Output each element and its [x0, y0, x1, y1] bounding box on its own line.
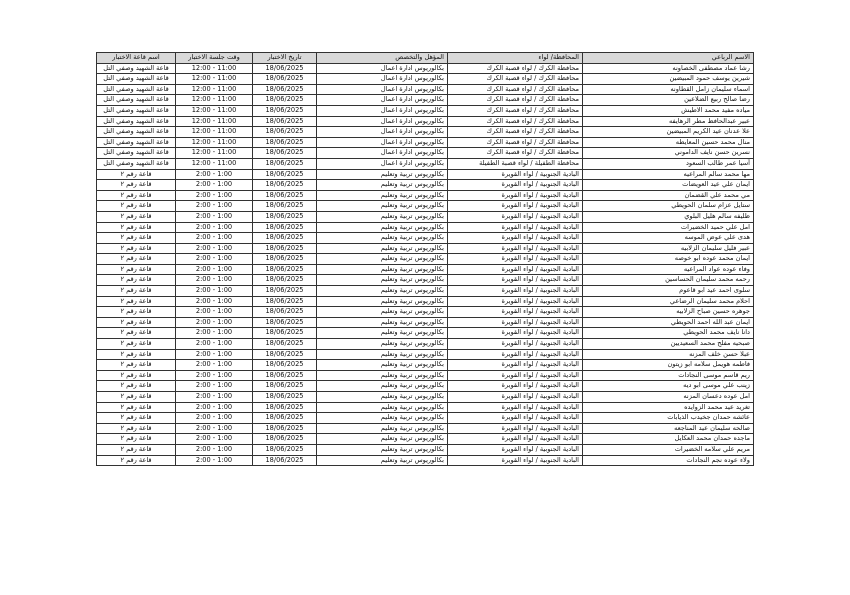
cell-time: 1:00 - 2:00 [176, 233, 253, 244]
table-row [97, 222, 754, 233]
cell-location: البادية الجنوبية / لواء القويرة [448, 349, 583, 360]
cell-date: 18/06/2025 [253, 105, 317, 116]
header-qualification: المؤهل والتخصص [317, 53, 448, 64]
cell-date: 18/06/2025 [253, 233, 317, 244]
cell-hall: قاعة رقم ٢ [97, 339, 176, 350]
cell-location: محافظة الطفيلة / لواء قصبة الطفيلة [448, 158, 583, 169]
table-row [97, 158, 754, 169]
cell-hall: قاعة رقم ٢ [97, 444, 176, 455]
cell-location: محافظة الكرك / لواء قصبة الكرك [448, 63, 583, 74]
cell-name: ايمان عبد الله احمد الحويطي [583, 317, 754, 328]
cell-date: 18/06/2025 [253, 211, 317, 222]
cell-name: عائشه حمدان جخيدب الذيابات [583, 413, 754, 424]
cell-hall: قاعة رقم ٢ [97, 370, 176, 381]
cell-time: 1:00 - 2:00 [176, 455, 253, 466]
cell-qualification: بكالوريوس تربية وتعليم [317, 381, 448, 392]
cell-name: امل علي حميد الخضيرات [583, 222, 754, 233]
cell-location: محافظة الكرك / لواء قصبة الكرك [448, 84, 583, 95]
table-header [97, 53, 754, 64]
table-row [97, 413, 754, 424]
cell-date: 18/06/2025 [253, 296, 317, 307]
cell-location: البادية الجنوبية / لواء القويرة [448, 328, 583, 339]
cell-date: 18/06/2025 [253, 328, 317, 339]
cell-date: 18/06/2025 [253, 222, 317, 233]
cell-time: 1:00 - 2:00 [176, 381, 253, 392]
table-row [97, 137, 754, 148]
cell-date: 18/06/2025 [253, 349, 317, 360]
cell-time: 1:00 - 2:00 [176, 254, 253, 265]
cell-date: 18/06/2025 [253, 317, 317, 328]
table-row [97, 328, 754, 339]
cell-name: هدى علي عوض الموسه [583, 233, 754, 244]
cell-time: 11:00 - 12:00 [176, 137, 253, 148]
cell-time: 1:00 - 2:00 [176, 339, 253, 350]
cell-date: 18/06/2025 [253, 392, 317, 403]
cell-hall: قاعة الشهيد وصفي التل [97, 137, 176, 148]
cell-time: 11:00 - 12:00 [176, 116, 253, 127]
cell-name: ماجده حمدان محمد العكايل [583, 434, 754, 445]
cell-hall: قاعة الشهيد وصفي التل [97, 95, 176, 106]
table-row [97, 180, 754, 191]
table-row [97, 148, 754, 159]
cell-name: رحمه محمد سليمان الحساسين [583, 275, 754, 286]
cell-qualification: بكالوريوس تربية وتعليم [317, 455, 448, 466]
cell-time: 1:00 - 2:00 [176, 360, 253, 371]
cell-location: البادية الجنوبية / لواء القويرة [448, 413, 583, 424]
cell-date: 18/06/2025 [253, 201, 317, 212]
header-name: الاسم الرباعي [583, 53, 754, 64]
cell-hall: قاعة رقم ٢ [97, 222, 176, 233]
cell-location: البادية الجنوبية / لواء القويرة [448, 296, 583, 307]
cell-qualification: بكالوريوس تربية وتعليم [317, 349, 448, 360]
cell-hall: قاعة الشهيد وصفي التل [97, 74, 176, 85]
cell-location: البادية الجنوبية / لواء القويرة [448, 201, 583, 212]
table-row [97, 105, 754, 116]
cell-qualification: بكالوريوس تربية وتعليم [317, 434, 448, 445]
cell-time: 1:00 - 2:00 [176, 264, 253, 275]
cell-time: 11:00 - 12:00 [176, 127, 253, 138]
cell-hall: قاعة رقم ٢ [97, 392, 176, 403]
cell-name: مياده مفيد محمد الاطيش [583, 105, 754, 116]
cell-name: تغريد عيد محمد الزوايده [583, 402, 754, 413]
cell-name: شيرين يوسف حمود المبيضين [583, 74, 754, 85]
cell-qualification: بكالوريوس ادارة اعمال [317, 116, 448, 127]
header-location: المحافظة/ لواء [448, 53, 583, 64]
cell-location: البادية الجنوبية / لواء القويرة [448, 264, 583, 275]
table-row [97, 434, 754, 445]
cell-date: 18/06/2025 [253, 190, 317, 201]
exam-schedule-table [96, 52, 754, 466]
cell-qualification: بكالوريوس تربية وتعليم [317, 201, 448, 212]
cell-time: 11:00 - 12:00 [176, 105, 253, 116]
cell-location: البادية الجنوبية / لواء القويرة [448, 307, 583, 318]
cell-qualification: بكالوريوس تربية وتعليم [317, 370, 448, 381]
cell-time: 11:00 - 12:00 [176, 63, 253, 74]
table-row [97, 286, 754, 297]
cell-location: محافظة الكرك / لواء قصبة الكرك [448, 137, 583, 148]
cell-name: امل عوده دعسان المزنه [583, 392, 754, 403]
table-row [97, 381, 754, 392]
cell-qualification: بكالوريوس ادارة اعمال [317, 84, 448, 95]
table-row [97, 349, 754, 360]
cell-date: 18/06/2025 [253, 423, 317, 434]
cell-hall: قاعة رقم ٢ [97, 243, 176, 254]
cell-time: 1:00 - 2:00 [176, 169, 253, 180]
cell-location: البادية الجنوبية / لواء القويرة [448, 211, 583, 222]
table-row [97, 233, 754, 244]
cell-hall: قاعة رقم ٢ [97, 402, 176, 413]
cell-qualification: بكالوريوس تربية وتعليم [317, 413, 448, 424]
cell-name: ولاء عوده نجم النجادات [583, 455, 754, 466]
table-row [97, 392, 754, 403]
header-time: وقت جلسة الاختبار [176, 53, 253, 64]
cell-name: عبلا حسن خلف المزنه [583, 349, 754, 360]
cell-name: زينب علي موسى ابو ديه [583, 381, 754, 392]
cell-date: 18/06/2025 [253, 339, 317, 350]
cell-name: ستايل عزام سلمان الحويطي [583, 201, 754, 212]
cell-name: منال محمد حسين المعايطه [583, 137, 754, 148]
cell-hall: قاعة رقم ٢ [97, 360, 176, 371]
cell-hall: قاعة رقم ٢ [97, 317, 176, 328]
table-row [97, 444, 754, 455]
cell-name: آسيا عمر طالب السعود [583, 158, 754, 169]
table-row [97, 95, 754, 106]
cell-name: فاطمه هويمل سلامه ابو زيتون [583, 360, 754, 371]
cell-location: محافظة الكرك / لواء قصبة الكرك [448, 127, 583, 138]
cell-date: 18/06/2025 [253, 444, 317, 455]
cell-name: مريم علي سلامه الخضيرات [583, 444, 754, 455]
cell-qualification: بكالوريوس ادارة اعمال [317, 127, 448, 138]
cell-time: 1:00 - 2:00 [176, 434, 253, 445]
cell-time: 11:00 - 12:00 [176, 84, 253, 95]
cell-date: 18/06/2025 [253, 180, 317, 191]
cell-qualification: بكالوريوس تربية وتعليم [317, 339, 448, 350]
cell-qualification: بكالوريوس تربية وتعليم [317, 423, 448, 434]
table-row [97, 423, 754, 434]
cell-date: 18/06/2025 [253, 413, 317, 424]
cell-time: 1:00 - 2:00 [176, 275, 253, 286]
cell-date: 18/06/2025 [253, 84, 317, 95]
cell-hall: قاعة رقم ٢ [97, 264, 176, 275]
cell-time: 11:00 - 12:00 [176, 148, 253, 159]
table-row [97, 370, 754, 381]
cell-date: 18/06/2025 [253, 286, 317, 297]
table-body [97, 63, 754, 466]
table-row [97, 307, 754, 318]
cell-hall: قاعة الشهيد وصفي التل [97, 127, 176, 138]
cell-location: محافظة الكرك / لواء قصبة الكرك [448, 116, 583, 127]
cell-qualification: بكالوريوس ادارة اعمال [317, 148, 448, 159]
cell-hall: قاعة رقم ٢ [97, 455, 176, 466]
cell-time: 11:00 - 12:00 [176, 158, 253, 169]
cell-time: 1:00 - 2:00 [176, 307, 253, 318]
cell-name: رشا عماد مصطفى الخصاونه [583, 63, 754, 74]
table-row [97, 127, 754, 138]
cell-time: 1:00 - 2:00 [176, 296, 253, 307]
table-row [97, 360, 754, 371]
cell-qualification: بكالوريوس ادارة اعمال [317, 63, 448, 74]
cell-name: نسرين حسن نايف الداموني [583, 148, 754, 159]
cell-qualification: بكالوريوس تربية وتعليم [317, 243, 448, 254]
cell-qualification: بكالوريوس تربية وتعليم [317, 254, 448, 265]
cell-date: 18/06/2025 [253, 137, 317, 148]
cell-name: رضا صالح ربيع الضلاعين [583, 95, 754, 106]
cell-name: ايمان علي عيد العويضات [583, 180, 754, 191]
table-row [97, 402, 754, 413]
cell-qualification: بكالوريوس تربية وتعليم [317, 444, 448, 455]
cell-name: عبير فليل سليمان الزلابيه [583, 243, 754, 254]
cell-time: 1:00 - 2:00 [176, 222, 253, 233]
cell-date: 18/06/2025 [253, 243, 317, 254]
table-row [97, 264, 754, 275]
cell-date: 18/06/2025 [253, 63, 317, 74]
cell-location: البادية الجنوبية / لواء القويرة [448, 286, 583, 297]
cell-location: البادية الجنوبية / لواء القويرة [448, 190, 583, 201]
cell-time: 1:00 - 2:00 [176, 286, 253, 297]
cell-location: البادية الجنوبية / لواء القويرة [448, 381, 583, 392]
cell-qualification: بكالوريوس ادارة اعمال [317, 74, 448, 85]
header-date: تاريخ الاختبار [253, 53, 317, 64]
cell-time: 1:00 - 2:00 [176, 180, 253, 191]
cell-date: 18/06/2025 [253, 307, 317, 318]
cell-time: 1:00 - 2:00 [176, 392, 253, 403]
cell-date: 18/06/2025 [253, 360, 317, 371]
table-row [97, 74, 754, 85]
table-row [97, 254, 754, 265]
cell-date: 18/06/2025 [253, 370, 317, 381]
cell-location: البادية الجنوبية / لواء القويرة [448, 392, 583, 403]
table-row [97, 455, 754, 466]
cell-qualification: بكالوريوس تربية وتعليم [317, 402, 448, 413]
cell-date: 18/06/2025 [253, 455, 317, 466]
cell-qualification: بكالوريوس تربية وتعليم [317, 233, 448, 244]
cell-date: 18/06/2025 [253, 402, 317, 413]
cell-location: البادية الجنوبية / لواء القويرة [448, 402, 583, 413]
cell-hall: قاعة رقم ٢ [97, 190, 176, 201]
cell-location: البادية الجنوبية / لواء القويرة [448, 317, 583, 328]
cell-location: محافظة الكرك / لواء قصبة الكرك [448, 148, 583, 159]
cell-time: 1:00 - 2:00 [176, 444, 253, 455]
table-row [97, 296, 754, 307]
cell-time: 1:00 - 2:00 [176, 370, 253, 381]
cell-time: 1:00 - 2:00 [176, 201, 253, 212]
cell-date: 18/06/2025 [253, 275, 317, 286]
cell-location: البادية الجنوبية / لواء القويرة [448, 455, 583, 466]
table-row [97, 243, 754, 254]
cell-hall: قاعة رقم ٢ [97, 296, 176, 307]
table-row [97, 201, 754, 212]
cell-qualification: بكالوريوس تربية وتعليم [317, 296, 448, 307]
cell-time: 1:00 - 2:00 [176, 317, 253, 328]
header-row [97, 53, 754, 64]
table-row [97, 211, 754, 222]
cell-name: ريم قاسم موسى النجادات [583, 370, 754, 381]
cell-name: احلام محمد سليمان الرضاعي [583, 296, 754, 307]
cell-hall: قاعة رقم ٢ [97, 233, 176, 244]
cell-hall: قاعة رقم ٢ [97, 381, 176, 392]
table-row [97, 84, 754, 95]
cell-qualification: بكالوريوس تربية وتعليم [317, 392, 448, 403]
cell-hall: قاعة رقم ٢ [97, 423, 176, 434]
cell-location: البادية الجنوبية / لواء القويرة [448, 339, 583, 350]
table-row [97, 169, 754, 180]
cell-qualification: بكالوريوس ادارة اعمال [317, 158, 448, 169]
table-row [97, 275, 754, 286]
cell-name: ظليفه سالم هليل البلوي [583, 211, 754, 222]
cell-name: مي محمد علي القضمان [583, 190, 754, 201]
cell-date: 18/06/2025 [253, 95, 317, 106]
cell-location: محافظة الكرك / لواء قصبة الكرك [448, 95, 583, 106]
cell-date: 18/06/2025 [253, 434, 317, 445]
cell-date: 18/06/2025 [253, 148, 317, 159]
cell-name: اسماء سليمان زامل القطاونه [583, 84, 754, 95]
cell-location: البادية الجنوبية / لواء القويرة [448, 275, 583, 286]
cell-location: البادية الجنوبية / لواء القويرة [448, 233, 583, 244]
cell-qualification: بكالوريوس تربية وتعليم [317, 307, 448, 318]
header-hall: اسم قاعة الاختبار [97, 53, 176, 64]
cell-qualification: بكالوريوس تربية وتعليم [317, 180, 448, 191]
cell-time: 1:00 - 2:00 [176, 349, 253, 360]
cell-name: وفاء عوده عواد المراعيه [583, 264, 754, 275]
cell-time: 1:00 - 2:00 [176, 413, 253, 424]
cell-time: 1:00 - 2:00 [176, 190, 253, 201]
table-row [97, 190, 754, 201]
cell-location: البادية الجنوبية / لواء القويرة [448, 423, 583, 434]
cell-hall: قاعة رقم ٢ [97, 211, 176, 222]
cell-qualification: بكالوريوس تربية وتعليم [317, 190, 448, 201]
cell-time: 1:00 - 2:00 [176, 211, 253, 222]
cell-hall: قاعة رقم ٢ [97, 275, 176, 286]
cell-name: صالحه سليمان عيد المناجعه [583, 423, 754, 434]
cell-location: البادية الجنوبية / لواء القويرة [448, 360, 583, 371]
cell-hall: قاعة رقم ٢ [97, 413, 176, 424]
cell-hall: قاعة رقم ٢ [97, 328, 176, 339]
table-row [97, 63, 754, 74]
cell-time: 11:00 - 12:00 [176, 95, 253, 106]
cell-hall: قاعة رقم ٢ [97, 434, 176, 445]
cell-date: 18/06/2025 [253, 158, 317, 169]
cell-name: علا عدنان عيد الكريم المبيضين [583, 127, 754, 138]
cell-location: محافظة الكرك / لواء قصبة الكرك [448, 105, 583, 116]
cell-name: صبحيه مفلح محمد السعيديين [583, 339, 754, 350]
cell-qualification: بكالوريوس تربية وتعليم [317, 360, 448, 371]
cell-date: 18/06/2025 [253, 254, 317, 265]
cell-name: جوهره حسين صباح الزلابيه [583, 307, 754, 318]
cell-qualification: بكالوريوس تربية وتعليم [317, 264, 448, 275]
table-row [97, 339, 754, 350]
cell-location: البادية الجنوبية / لواء القويرة [448, 370, 583, 381]
cell-date: 18/06/2025 [253, 264, 317, 275]
cell-name: مها محمد سالم المراعيه [583, 169, 754, 180]
cell-time: 1:00 - 2:00 [176, 423, 253, 434]
cell-qualification: بكالوريوس ادارة اعمال [317, 105, 448, 116]
cell-qualification: بكالوريوس ادارة اعمال [317, 95, 448, 106]
cell-hall: قاعة الشهيد وصفي التل [97, 63, 176, 74]
cell-date: 18/06/2025 [253, 116, 317, 127]
cell-location: البادية الجنوبية / لواء القويرة [448, 222, 583, 233]
cell-time: 11:00 - 12:00 [176, 74, 253, 85]
cell-location: محافظة الكرك / لواء قصبة الكرك [448, 74, 583, 85]
cell-time: 1:00 - 2:00 [176, 402, 253, 413]
cell-hall: قاعة الشهيد وصفي التل [97, 116, 176, 127]
cell-location: البادية الجنوبية / لواء القويرة [448, 169, 583, 180]
cell-location: البادية الجنوبية / لواء القويرة [448, 243, 583, 254]
cell-hall: قاعة الشهيد وصفي التل [97, 158, 176, 169]
cell-hall: قاعة رقم ٢ [97, 254, 176, 265]
cell-qualification: بكالوريوس تربية وتعليم [317, 275, 448, 286]
cell-date: 18/06/2025 [253, 169, 317, 180]
cell-hall: قاعة رقم ٢ [97, 286, 176, 297]
cell-qualification: بكالوريوس ادارة اعمال [317, 137, 448, 148]
cell-time: 1:00 - 2:00 [176, 243, 253, 254]
cell-qualification: بكالوريوس تربية وتعليم [317, 328, 448, 339]
cell-date: 18/06/2025 [253, 74, 317, 85]
cell-location: البادية الجنوبية / لواء القويرة [448, 180, 583, 191]
cell-qualification: بكالوريوس تربية وتعليم [317, 317, 448, 328]
cell-qualification: بكالوريوس تربية وتعليم [317, 286, 448, 297]
cell-hall: قاعة الشهيد وصفي التل [97, 84, 176, 95]
cell-qualification: بكالوريوس تربية وتعليم [317, 169, 448, 180]
cell-hall: قاعة رقم ٢ [97, 349, 176, 360]
cell-location: البادية الجنوبية / لواء القويرة [448, 444, 583, 455]
cell-date: 18/06/2025 [253, 127, 317, 138]
cell-hall: قاعة رقم ٢ [97, 307, 176, 318]
cell-hall: قاعة الشهيد وصفي التل [97, 148, 176, 159]
cell-time: 1:00 - 2:00 [176, 328, 253, 339]
cell-location: البادية الجنوبية / لواء القويرة [448, 254, 583, 265]
cell-date: 18/06/2025 [253, 381, 317, 392]
cell-qualification: بكالوريوس تربية وتعليم [317, 211, 448, 222]
cell-name: دانا نايف محمد الحويطي [583, 328, 754, 339]
cell-name: عبير عبدالحافظ مطر الرهايفه [583, 116, 754, 127]
cell-name: ايمان محمد عوده ابو خوصه [583, 254, 754, 265]
cell-hall: قاعة الشهيد وصفي التل [97, 105, 176, 116]
table-row [97, 116, 754, 127]
cell-hall: قاعة رقم ٢ [97, 169, 176, 180]
cell-name: سلوى احمد عيد ابو قاعوم [583, 286, 754, 297]
cell-hall: قاعة رقم ٢ [97, 180, 176, 191]
cell-hall: قاعة رقم ٢ [97, 201, 176, 212]
table-row [97, 317, 754, 328]
cell-location: البادية الجنوبية / لواء القويرة [448, 434, 583, 445]
cell-qualification: بكالوريوس تربية وتعليم [317, 222, 448, 233]
